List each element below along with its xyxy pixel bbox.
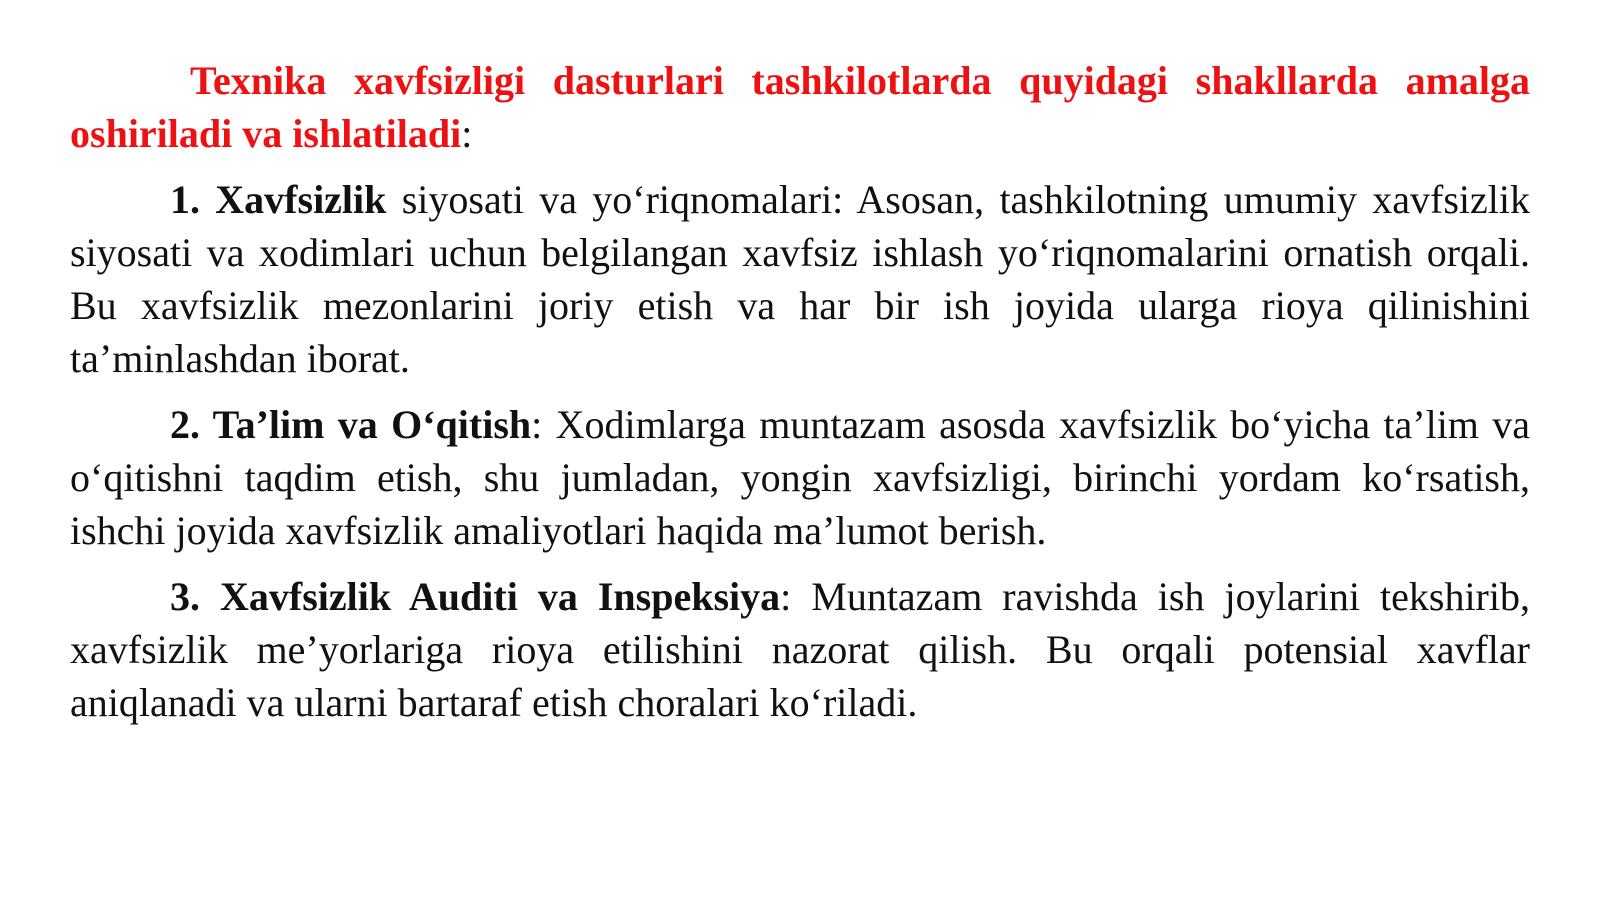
item-2-text: : Xodimlarga muntazam asosda xavfsizlik bo‘yicha ta’lim va o‘qitishni taqdim etish, shu jumladan, yongin xavfsizligi, birinchi yordam ko‘rsatish, ishchi joyida xavfsizlik amaliyotlari haqida ma’lumot berish.: [70, 402, 1530, 553]
heading-paragraph: [70, 54, 1530, 160]
item-2-title: 2. Ta’lim va O‘qitish: [170, 402, 532, 447]
list-item-2: [70, 398, 1530, 557]
slide-content: [70, 54, 1530, 742]
item-3-title: 3. Xavfsizlik Auditi va Inspeksiya: [170, 574, 781, 619]
item-1-text: siyosati va yo‘riqnomalari: Asosan, tashkilotning umumiy xavfsizlik siyosati va xodimlari uchun belgilangan xavfsiz ishlash yo‘riqnomalarini ornatish orqali. Bu xavfsizlik mezonlarini joriy etish va har bir ish joyida ularga rioya qilinishini ta’minlashdan iborat.: [70, 177, 1530, 381]
list-item-1: [70, 173, 1530, 385]
list-item-3: [70, 570, 1530, 729]
item-1-title: 1. Xavfsizlik: [170, 177, 387, 222]
item-3-text: : Muntazam ravishda ish joylarini tekshirib, xavfsizlik me’yorlariga rioya etilishini nazorat qilish. Bu orqali potensial xavflar aniqlanadi va ularni bartaraf etish choralari ko‘riladi.: [70, 574, 1530, 725]
heading-colon: :: [461, 111, 473, 156]
heading-text: Texnika xavfsizligi dasturlari tashkilotlarda quyidagi shakllarda amalga oshiriladi va ishlatiladi: [70, 58, 1530, 156]
